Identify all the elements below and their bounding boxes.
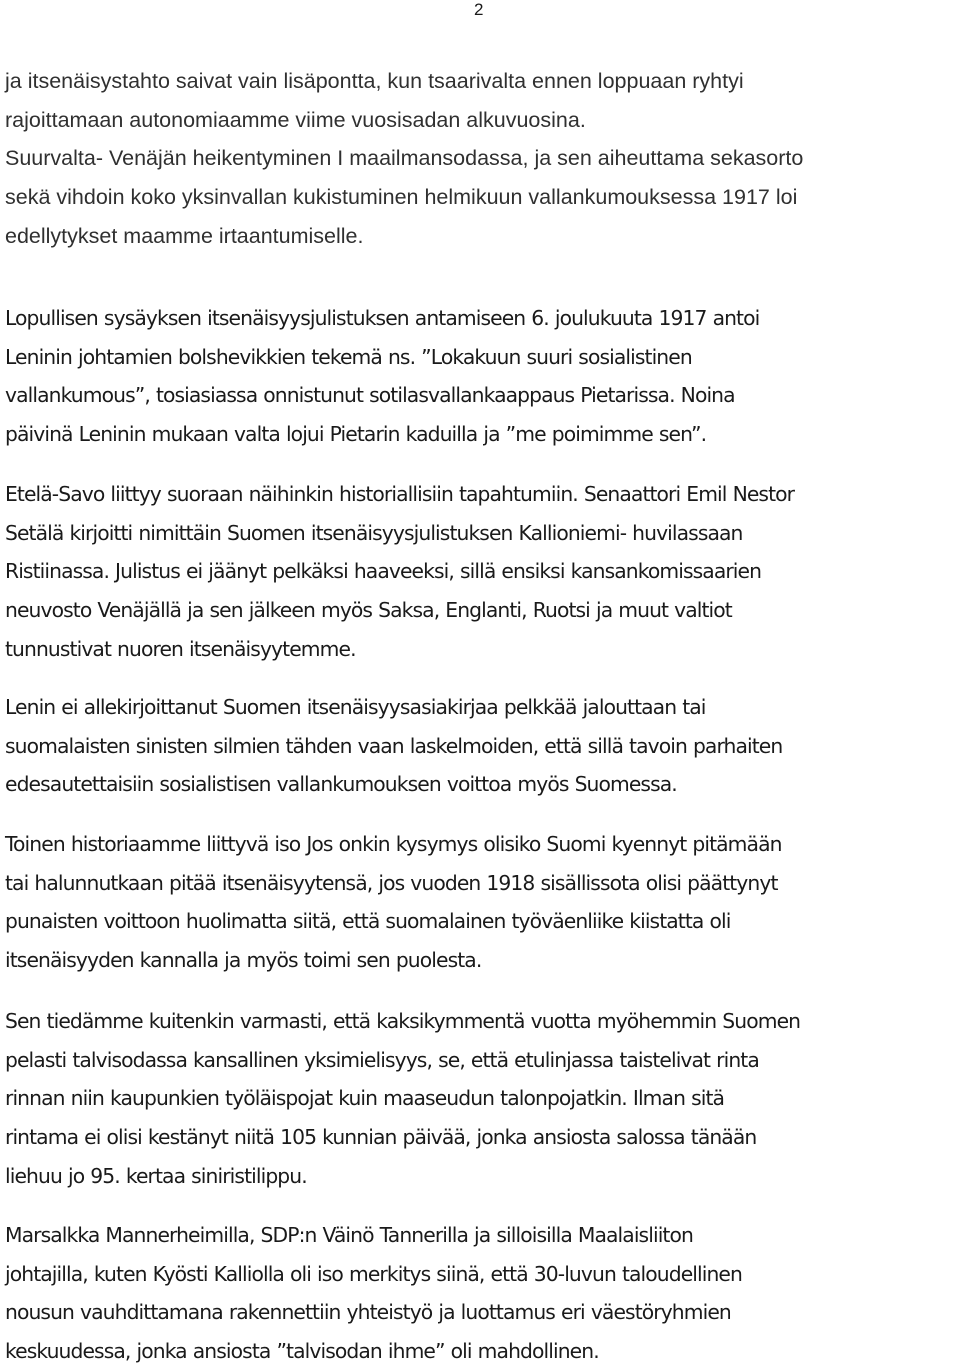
text-line: pelasti talvisodassa kansallinen yksimielisyys, se, että etulinjassa taistelivat rinta <box>5 1047 759 1072</box>
text-line: päivinä Leninin mukaan valta lojui Pietarin kaduilla ja ”me poimimme sen”. <box>5 422 707 447</box>
text-line: Sen tiedämme kuitenkin varmasti, että kaksikymmentä vuotta myöhemmin Suomen <box>5 1009 801 1033</box>
text-line: suomalaisten sinisten silmien tähden vaan laskelmoiden, että sillä tavoin parhaiten <box>5 733 783 758</box>
text-line: rajoittamaan autonomiaamme viime vuosisadan alkuvuosina. <box>5 107 586 132</box>
paragraph-3 <box>5 475 794 669</box>
text-line: Lenin ei allekirjoittanut Suomen itsenäisyysasiakirjaa pelkkää jalouttaan tai <box>5 695 706 719</box>
paragraph-4 <box>5 688 782 804</box>
text-line: rinnan niin kaupunkien työläispojat kuin maaseudun talonpojatkin. Ilman sitä <box>5 1086 725 1111</box>
text-line: johtajilla, kuten Kyösti Kalliolla oli iso merkitys siinä, että 30-luvun taloudellinen <box>5 1261 742 1286</box>
text-line: Marsalkka Mannerheimilla, SDP:n Väinö Tannerilla ja silloisilla Maalaisliiton <box>5 1223 693 1247</box>
text-line: ja itsenäisystahto saivat vain lisäpontta, kun tsaarivalta ennen loppuaan ryhtyi <box>5 69 744 93</box>
text-line: liehuu jo 95. kertaa siniristilippu. <box>5 1163 307 1188</box>
paragraph-6 <box>5 1002 800 1196</box>
text-line: edesautettaisiin sosialistisen vallankumouksen voittoa myös Suomessa. <box>5 772 677 797</box>
text-line: Lopullisen sysäyksen itsenäisyysjulistuksen antamiseen 6. joulukuuta 1917 antoi <box>5 306 760 330</box>
text-line: tunnustivat nuoren itsenäisyytemme. <box>5 636 356 661</box>
text-line: sekä vihdoin koko yksinvallan kukistuminen helmikuun vallankumouksessa 1917 loi <box>5 185 798 210</box>
text-line: punaisten voittoon huolimatta siitä, että suomalainen työväenliike kiistatta oli <box>5 909 731 934</box>
text-line: Toinen historiaamme liittyvä iso Jos onkin kysymys olisiko Suomi kyennyt pitämään <box>5 832 782 856</box>
text-line: vallankumous”, tosiasiassa onnistunut sotilasvallankaappaus Pietarissa. Noina <box>5 383 735 408</box>
text-line: Leninin johtamien bolshevikkien tekemä ns. ”Lokakuun suuri sosialistinen <box>5 344 692 369</box>
text-line: nousun vauhdittamana rakennettiin yhteistyö ja luottamus eri väestöryhmien <box>5 1300 731 1325</box>
text-line: Suurvalta- Venäjän heikentyminen I maailmansodassa, ja sen aiheuttama sekasorto <box>5 146 804 171</box>
text-line: itsenäisyyden kannalla ja myös toimi sen puolesta. <box>5 948 482 973</box>
paragraph-5 <box>5 825 782 980</box>
text-line: edellytykset maamme irtaantumiselle. <box>5 223 364 248</box>
paragraph-2 <box>5 299 759 454</box>
text-line: rintama ei olisi kestänyt niitä 105 kunnian päivää, jonka ansiosta salossa tänään <box>5 1125 757 1150</box>
paragraph-1 <box>5 62 803 256</box>
text-line: neuvosto Venäjällä ja sen jälkeen myös Saksa, Englanti, Ruotsi ja muut valtiot <box>5 598 732 623</box>
text-line: tai halunnutkaan pitää itsenäisyytensä, jos vuoden 1918 sisällissota olisi päättynyt <box>5 870 778 895</box>
text-line: Etelä-Savo liittyy suoraan näihinkin historiallisiin tapahtumiin. Senaattori Emil Nestor <box>5 482 795 506</box>
paragraph-7 <box>5 1216 742 1371</box>
page-number: 2 <box>474 0 484 19</box>
text-line: Setälä kirjoitti nimittäin Suomen itsenäisyysjulistuksen Kallioniemi- huvilassaan <box>5 520 743 545</box>
text-line: Ristiinassa. Julistus ei jäänyt pelkäksi haaveeksi, sillä ensiksi kansankomissaarien <box>5 559 762 584</box>
text-line: keskuudessa, jonka ansiosta ”talvisodan ihme” oli mahdollinen. <box>5 1339 599 1364</box>
